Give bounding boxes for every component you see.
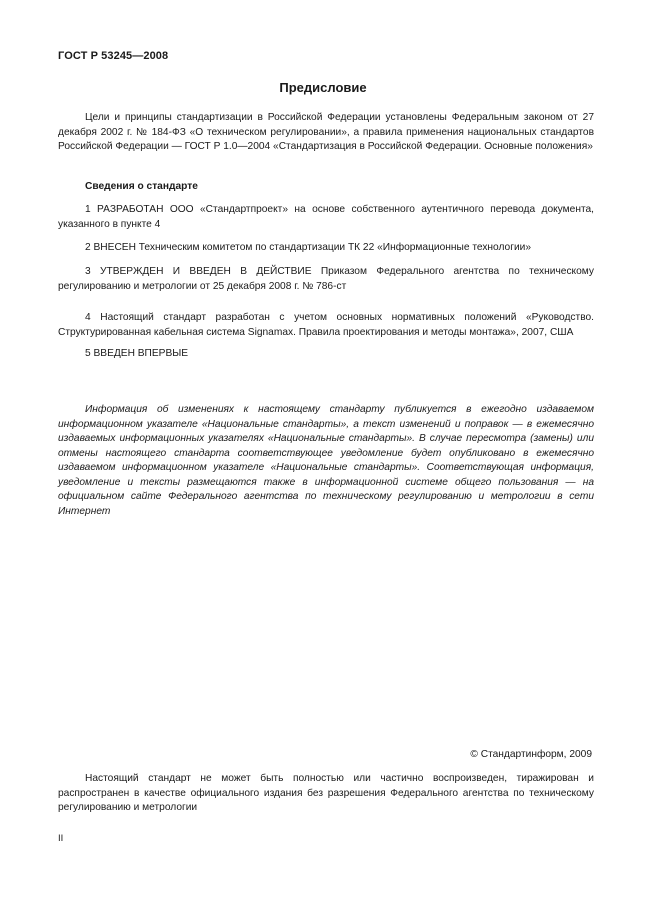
intro-paragraph: Цели и принципы стандартизации в Российской Федерации установлены Федеральным законом от 27 декабря 2002 г. № 184-ФЗ «О техническом регулировании», а правила применения национальных стандартов Российской Федерации — ГОСТ Р 1.0—2004 «Стандартизация в Российской Федерации. Основные положения» <box>58 112 594 152</box>
page-number: II <box>58 833 64 844</box>
info-item-1: 1 РАЗРАБОТАН ООО «Стандартпроект» на основе собственного аутентичного перевода документа, указанного в пункте 4 <box>58 204 594 230</box>
reproduction-notice: Настоящий стандарт не может быть полностью или частично воспроизведен, тиражирован и распространен в качестве официального издания без разрешения Федерального агентства по техническому регулированию и метрологии <box>58 773 594 813</box>
info-item-2: 2 ВНЕСЕН Техническим комитетом по стандартизации ТК 22 «Информационные технологии» <box>85 242 531 253</box>
info-item-5: 5 ВВЕДЕН ВПЕРВЫЕ <box>85 348 189 359</box>
info-item-4: 4 Настоящий стандарт разработан с учетом основных нормативных положений «Руководство. Структурированная кабельная система Signamax. Правила проектирования и методы монтажа», 2007, США <box>58 312 594 338</box>
document-code: ГОСТ Р 53245—2008 <box>58 50 169 62</box>
change-notice: Информация об изменениях к настоящему стандарту публикуется в ежегодно издаваемом информационном указателе «Национальные стандарты», а текст изменений и поправок — в ежемесячно издаваемых информационных указателях «Национальные стандарты». В случае пересмотра (замены) или отмены настоящего стандарта соответствующее уведомление будет опубликовано в ежемесячно издаваемом информационном указателе «Национальные стандарты». Соответствующая информация, уведомление и тексты размещаются также в информационной системе общего пользования — на официальном сайте Федерального агентства по техническому регулированию и метрологии в сети Интернет <box>58 404 594 517</box>
page-title: Предисловие <box>279 80 367 95</box>
info-item-3: 3 УТВЕРЖДЕН И ВВЕДЕН В ДЕЙСТВИЕ Приказом Федерального агентства по техническому регулированию и метрологии от 25 декабря 2008 г. № 786-ст <box>58 266 594 292</box>
section-heading: Сведения о стандарте <box>85 181 198 192</box>
copyright: © Стандартинформ, 2009 <box>470 749 592 760</box>
